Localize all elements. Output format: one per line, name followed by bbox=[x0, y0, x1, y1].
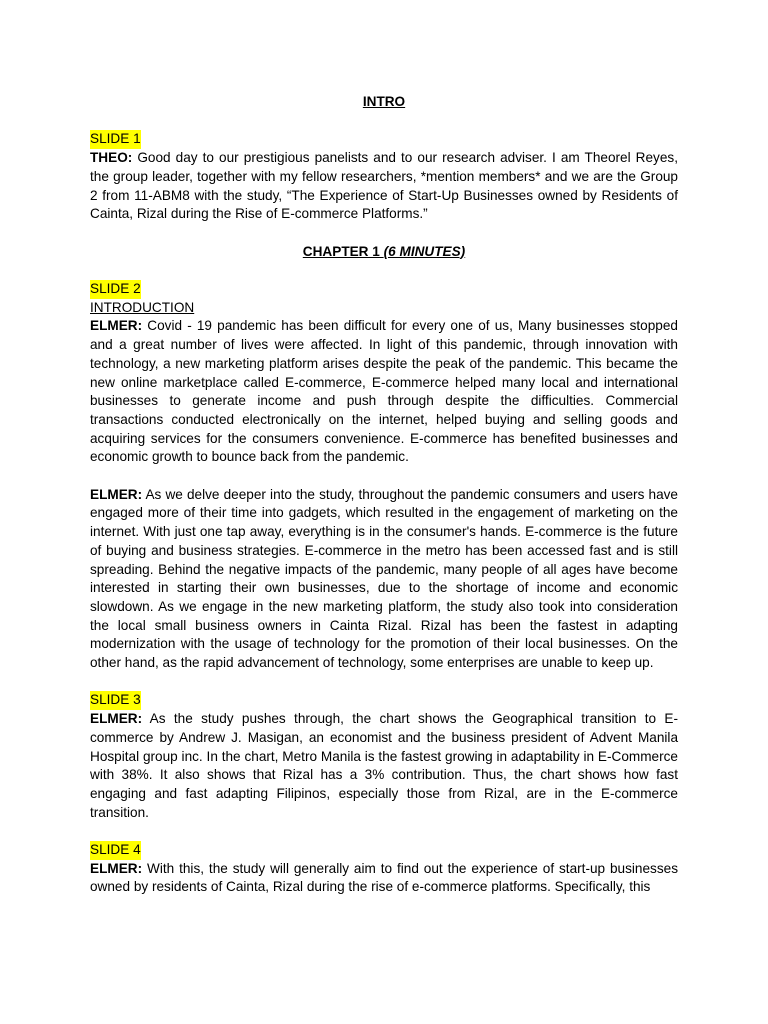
slide-3-label: SLIDE 3 bbox=[90, 691, 141, 710]
spacer bbox=[90, 673, 678, 692]
spacer bbox=[90, 822, 678, 841]
slide-2-text-2: As we delve deeper into the study, throughout the pandemic consumers and users have engaged more of their time into gadgets, which resulted in the engagement of marketing on the internet. With just one tap away, everything is in the consumer's hands. E-commerce is the future of buying and business strategies. E-commerce in the metro has been accessed fast and is still spreading. Behind the negative impacts of the pandemic, many people of all ages have become interested in starting their own businesses, due to the shortage of income and economic slowdown. As we engage in the new marketing platform, the study also took into consideration the local small business owners in Cainta Rizal. Rizal has been the fastest in adapting modernization with the usage of technology for the promotion of their local businesses. On the other hand, as the rapid advancement of technology, some enterprises are unable to keep up. bbox=[90, 486, 678, 671]
slide-1-paragraph bbox=[90, 149, 678, 224]
slide-1-block bbox=[90, 130, 678, 224]
slide-4-block bbox=[90, 841, 678, 897]
speaker-theo: THEO: bbox=[90, 150, 133, 166]
slide-2-paragraph-1 bbox=[90, 317, 678, 467]
slide-3-text: As the study pushes through, the chart shows the Geographical transition to E-commerce by Andrew J. Masigan, an economist and the business president of Advent Manila Hospital group inc. In the chart, Metro Manila is the fastest growing in adaptability in E-Commerce with 38%. It also shows that Rizal has a 3% contribution. Thus, the chart shows how fast engaging and fast adapting Filipinos, especially those from Rizal, are in the E-commerce transition. bbox=[90, 711, 678, 820]
slide-4-paragraph bbox=[90, 860, 678, 897]
spacer bbox=[90, 467, 678, 486]
slide-2-text-1: Covid - 19 pandemic has been difficult for every one of us, Many businesses stopped and a great number of lives were affected. In light of this pandemic, through innovation with technology, a new marketing platform arises despite the peak of the pandemic. This became the new online marketplace called E-commerce, E-commerce helped many local and international businesses to generate income and push through despite the difficulties. Commercial transactions conducted electronically on the internet, helped buying and selling goods and acquiring services for the consumers convenience. E-commerce has benefited businesses and economic growth to bounce back from the pandemic. bbox=[90, 318, 678, 465]
slide-4-text: With this, the study will generally aim to find out the experience of start-up businesses owned by residents of Cainta, Rizal during the rise of e-commerce platforms. Specifically, this bbox=[90, 860, 678, 895]
speaker-elmer: ELMER: bbox=[90, 711, 143, 727]
chapter-1-title: CHAPTER 1 bbox=[302, 243, 384, 259]
speaker-elmer: ELMER: bbox=[90, 318, 143, 334]
speaker-elmer: ELMER: bbox=[90, 860, 143, 876]
slide-1-text: Good day to our prestigious panelists and to our research adviser. I am Theorel Reyes, the group leader, together with my fellow researchers, *mention members* and we are the Group 2 from 11-ABM8 with the study, “The Experience of Start-Up Businesses owned by Residents of Cainta, Rizal during the Rise of E-commerce Platforms.” bbox=[90, 150, 678, 222]
slide-2-paragraph-2 bbox=[90, 486, 678, 673]
slide-2-label: SLIDE 2 bbox=[90, 280, 141, 299]
intro-heading: INTRO bbox=[362, 94, 406, 109]
slide-3-block bbox=[90, 691, 678, 822]
spacer bbox=[90, 261, 678, 280]
introduction-section-label: INTRODUCTION bbox=[90, 299, 195, 315]
chapter-1-heading bbox=[90, 243, 678, 262]
slide-2-block bbox=[90, 280, 678, 673]
chapter-1-time: (6 MINUTES) bbox=[383, 243, 466, 259]
spacer bbox=[90, 112, 678, 131]
spacer bbox=[90, 224, 678, 243]
speaker-elmer: ELMER: bbox=[90, 486, 143, 502]
slide-3-paragraph bbox=[90, 710, 678, 822]
slide-1-label: SLIDE 1 bbox=[90, 130, 141, 149]
slide-4-label: SLIDE 4 bbox=[90, 841, 141, 860]
